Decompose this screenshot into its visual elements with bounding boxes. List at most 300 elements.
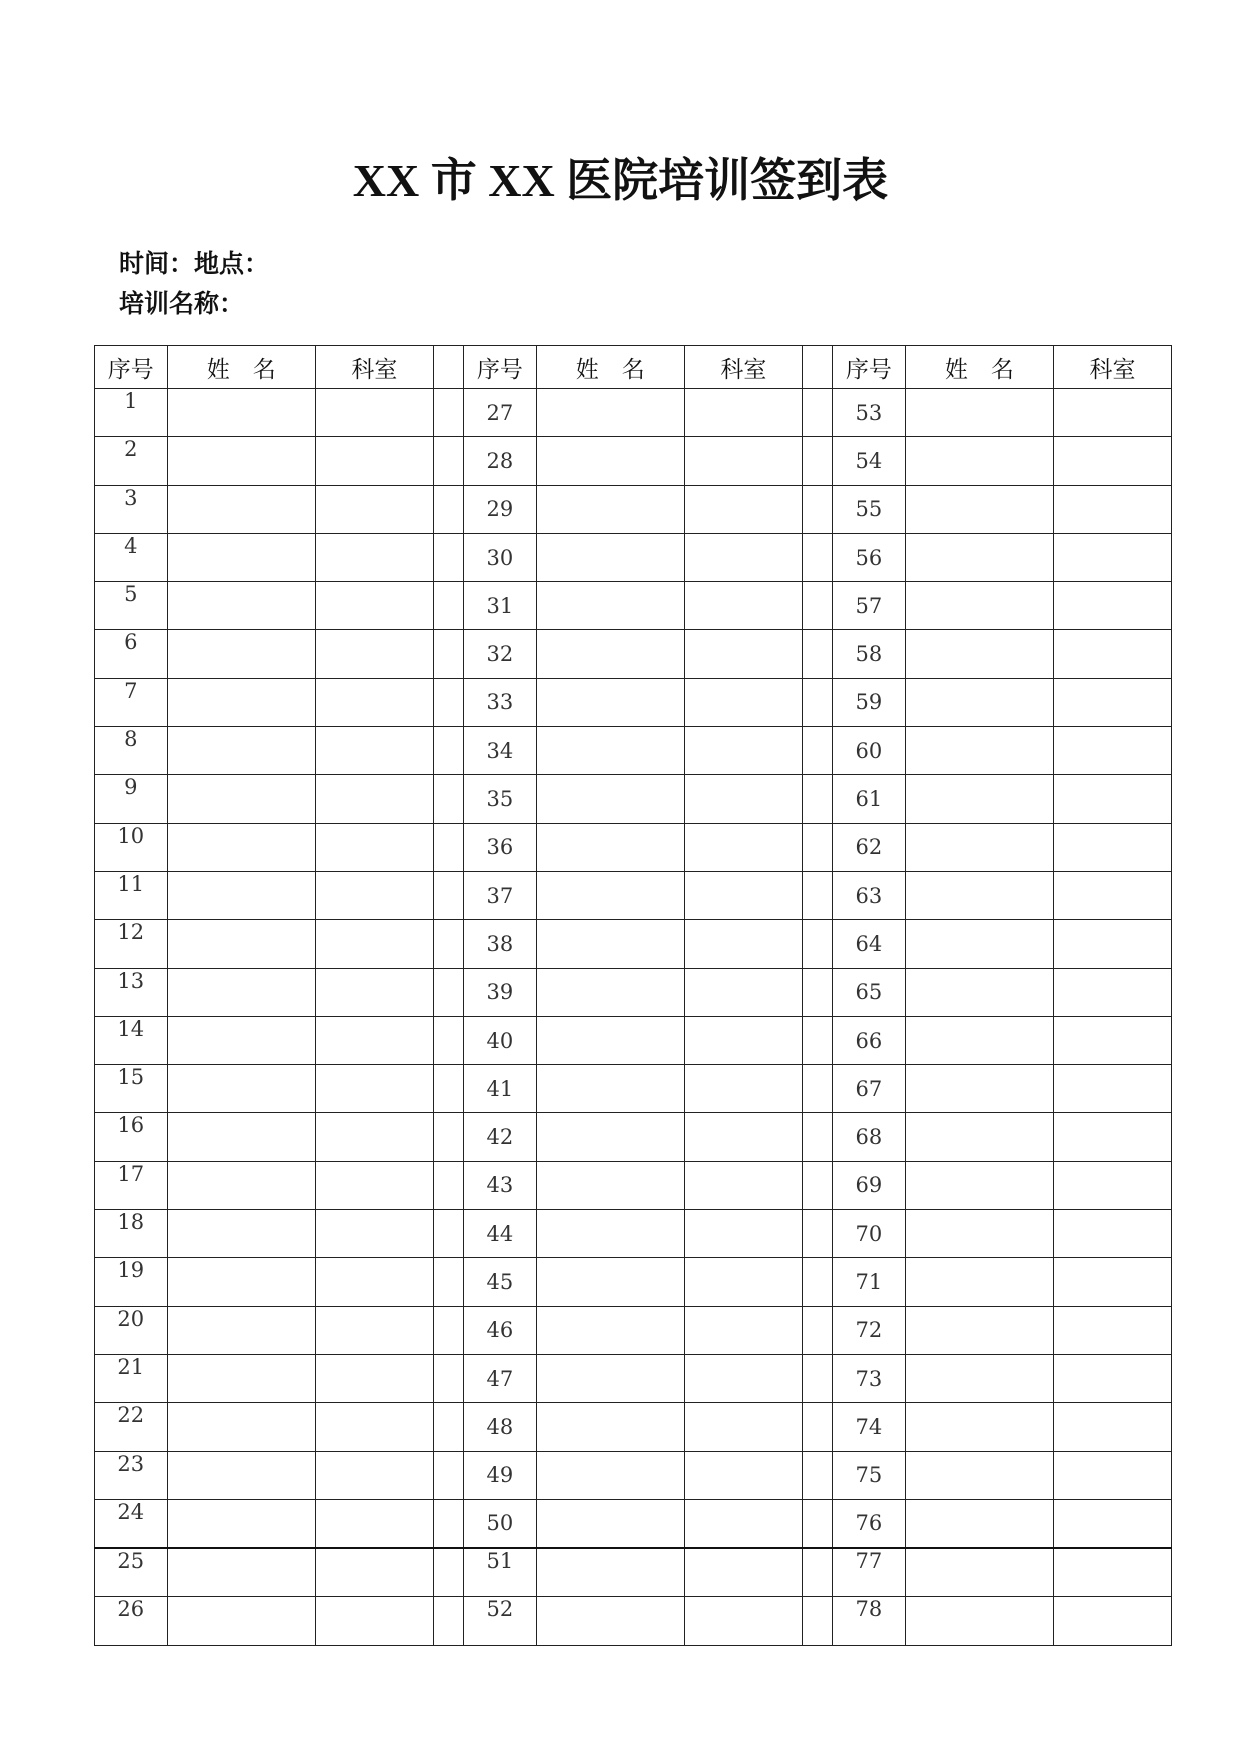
seq-cell: 7 [95,678,168,726]
seq-cell: 23 [95,1451,168,1499]
dept-cell[interactable] [315,920,433,968]
seq-cell: 61 [833,775,906,823]
dept-cell[interactable] [315,1065,433,1113]
column-gap [802,1258,832,1306]
table-row [95,1403,1172,1451]
dept-cell[interactable] [684,582,802,630]
seq-cell: 74 [833,1403,906,1451]
dept-cell[interactable] [315,1258,433,1306]
table-row [95,678,1172,726]
table-row [95,1354,1172,1402]
seq-cell: 32 [464,630,537,678]
seq-cell: 27 [464,389,537,437]
name-cell[interactable] [167,1306,315,1354]
column-gap [433,630,463,678]
dept-cell[interactable] [315,678,433,726]
name-cell[interactable] [536,1210,684,1258]
column-gap [433,533,463,581]
column-gap [433,1113,463,1161]
dept-cell[interactable] [684,1113,802,1161]
name-cell[interactable] [536,1258,684,1306]
seq-cell: 20 [95,1306,168,1354]
seq-cell: 26 [95,1597,168,1645]
name-cell[interactable] [905,1499,1053,1548]
dept-cell[interactable] [684,1016,802,1064]
column-gap [433,1258,463,1306]
name-cell[interactable] [167,1016,315,1064]
seq-cell: 67 [833,1065,906,1113]
column-gap [802,533,832,581]
name-cell[interactable] [905,1403,1053,1451]
seq-cell: 3 [95,485,168,533]
dept-cell[interactable] [1053,823,1171,871]
name-cell[interactable] [536,678,684,726]
dept-cell[interactable] [1053,727,1171,775]
seq-cell: 54 [833,437,906,485]
table-row [95,1306,1172,1354]
table-row [95,968,1172,1016]
table-row [95,1451,1172,1499]
dept-cell[interactable] [1053,485,1171,533]
column-gap [802,1016,832,1064]
name-cell[interactable] [167,582,315,630]
dept-cell[interactable] [315,1451,433,1499]
seq-cell: 56 [833,533,906,581]
dept-cell[interactable] [1053,1258,1171,1306]
seq-cell: 4 [95,533,168,581]
seq-cell: 60 [833,727,906,775]
name-cell[interactable] [536,1499,684,1548]
name-cell[interactable] [167,775,315,823]
table-row [95,1210,1172,1258]
seq-cell: 34 [464,727,537,775]
dept-cell[interactable] [1053,1113,1171,1161]
dept-cell[interactable] [315,823,433,871]
name-cell[interactable] [536,775,684,823]
seq-cell: 41 [464,1065,537,1113]
seq-cell: 39 [464,968,537,1016]
column-gap [433,1499,463,1548]
name-cell[interactable] [905,968,1053,1016]
column-gap [802,775,832,823]
name-cell[interactable] [167,485,315,533]
name-cell[interactable] [167,678,315,726]
column-gap [802,389,832,437]
seq-cell: 14 [95,1016,168,1064]
name-cell[interactable] [167,1210,315,1258]
name-cell[interactable] [167,968,315,1016]
name-cell[interactable] [536,871,684,919]
dept-cell[interactable] [315,485,433,533]
dept-cell[interactable] [684,1306,802,1354]
seq-cell: 33 [464,678,537,726]
name-cell[interactable] [167,1065,315,1113]
name-cell[interactable] [167,1403,315,1451]
seq-cell: 16 [95,1113,168,1161]
name-cell[interactable] [536,1306,684,1354]
name-cell[interactable] [905,533,1053,581]
name-cell[interactable] [167,871,315,919]
column-gap [433,871,463,919]
seq-cell: 8 [95,727,168,775]
seq-cell: 36 [464,823,537,871]
name-cell[interactable] [167,823,315,871]
dept-cell[interactable] [684,1065,802,1113]
dept-cell[interactable] [684,920,802,968]
dept-cell[interactable] [1053,1354,1171,1402]
column-gap [433,1597,463,1645]
column-gap [433,1548,463,1597]
name-cell[interactable] [536,823,684,871]
table-row [95,1161,1172,1209]
seq-cell: 73 [833,1354,906,1402]
table-row [95,533,1172,581]
name-cell[interactable] [536,485,684,533]
dept-cell[interactable] [315,437,433,485]
name-cell[interactable] [536,1065,684,1113]
dept-cell[interactable] [1053,630,1171,678]
name-cell[interactable] [905,1161,1053,1209]
name-cell[interactable] [905,775,1053,823]
header-dept: 科室 [684,346,802,389]
name-cell[interactable] [167,1499,315,1548]
seq-cell: 15 [95,1065,168,1113]
name-cell[interactable] [536,1548,684,1597]
name-cell[interactable] [905,485,1053,533]
seq-cell: 75 [833,1451,906,1499]
seq-cell: 57 [833,582,906,630]
header-seq: 序号 [833,346,906,389]
seq-cell: 69 [833,1161,906,1209]
column-gap [433,485,463,533]
name-cell[interactable] [905,871,1053,919]
seq-cell: 24 [95,1499,168,1548]
column-gap [433,389,463,437]
seq-cell: 11 [95,871,168,919]
seq-cell: 45 [464,1258,537,1306]
dept-cell[interactable] [684,775,802,823]
name-cell[interactable] [905,678,1053,726]
column-gap [433,727,463,775]
seq-cell: 48 [464,1403,537,1451]
dept-cell[interactable] [1053,968,1171,1016]
column-gap [802,823,832,871]
name-cell[interactable] [536,437,684,485]
dept-cell[interactable] [315,1161,433,1209]
dept-cell[interactable] [684,1451,802,1499]
name-cell[interactable] [905,1451,1053,1499]
header-name: 姓 名 [167,346,315,389]
seq-cell: 10 [95,823,168,871]
name-cell[interactable] [536,727,684,775]
seq-cell: 76 [833,1499,906,1548]
seq-cell: 51 [464,1548,537,1597]
name-cell[interactable] [536,630,684,678]
seq-cell: 9 [95,775,168,823]
name-cell[interactable] [167,437,315,485]
seq-cell: 6 [95,630,168,678]
table-row [95,389,1172,437]
dept-cell[interactable] [315,582,433,630]
seq-cell: 30 [464,533,537,581]
dept-cell[interactable] [1053,678,1171,726]
column-gap [802,1113,832,1161]
name-cell[interactable] [905,1065,1053,1113]
name-cell[interactable] [905,437,1053,485]
seq-cell: 65 [833,968,906,1016]
table-row [95,1548,1172,1597]
dept-cell[interactable] [684,968,802,1016]
name-cell[interactable] [905,1548,1053,1597]
seq-cell: 28 [464,437,537,485]
dept-cell[interactable] [684,437,802,485]
dept-cell[interactable] [315,533,433,581]
column-gap [802,1354,832,1402]
name-cell[interactable] [167,1451,315,1499]
name-cell[interactable] [905,1210,1053,1258]
seq-cell: 38 [464,920,537,968]
dept-cell[interactable] [684,1499,802,1548]
name-cell[interactable] [167,1161,315,1209]
header-dept: 科室 [1053,346,1171,389]
name-cell[interactable] [536,1113,684,1161]
seq-cell: 2 [95,437,168,485]
seq-cell: 21 [95,1354,168,1402]
column-gap [433,968,463,1016]
name-cell[interactable] [167,1548,315,1597]
dept-cell[interactable] [315,1210,433,1258]
name-cell[interactable] [905,1354,1053,1402]
dept-cell[interactable] [1053,1451,1171,1499]
column-gap [433,1065,463,1113]
dept-cell[interactable] [1053,1210,1171,1258]
table-row [95,1597,1172,1645]
name-cell[interactable] [167,1113,315,1161]
column-gap [433,823,463,871]
seq-cell: 52 [464,1597,537,1645]
seq-cell: 19 [95,1258,168,1306]
column-gap [802,920,832,968]
table-row [95,1065,1172,1113]
name-cell[interactable] [905,1306,1053,1354]
name-cell[interactable] [905,727,1053,775]
column-gap [802,727,832,775]
seq-cell: 43 [464,1161,537,1209]
name-cell[interactable] [536,968,684,1016]
name-cell[interactable] [905,389,1053,437]
table-row [95,437,1172,485]
header-name: 姓 名 [905,346,1053,389]
dept-cell[interactable] [315,1403,433,1451]
dept-cell[interactable] [684,1258,802,1306]
dept-cell[interactable] [1053,389,1171,437]
name-cell[interactable] [536,920,684,968]
seq-cell: 68 [833,1113,906,1161]
seq-cell: 77 [833,1548,906,1597]
seq-cell: 72 [833,1306,906,1354]
seq-cell: 59 [833,678,906,726]
column-gap [802,678,832,726]
name-cell[interactable] [536,1161,684,1209]
table-row [95,1258,1172,1306]
dept-cell[interactable] [684,1161,802,1209]
dept-cell[interactable] [684,1597,802,1645]
dept-cell[interactable] [684,823,802,871]
dept-cell[interactable] [1053,582,1171,630]
column-gap [433,437,463,485]
name-cell[interactable] [536,1403,684,1451]
dept-cell[interactable] [1053,1016,1171,1064]
dept-cell[interactable] [684,389,802,437]
dept-cell[interactable] [315,1499,433,1548]
dept-cell[interactable] [684,533,802,581]
table-row [95,1016,1172,1064]
header-seq: 序号 [95,346,168,389]
seq-cell: 62 [833,823,906,871]
seq-cell: 25 [95,1548,168,1597]
dept-cell[interactable] [684,871,802,919]
dept-cell[interactable] [315,1016,433,1064]
seq-cell: 58 [833,630,906,678]
seq-cell: 17 [95,1161,168,1209]
name-cell[interactable] [536,1016,684,1064]
table-row [95,1499,1172,1548]
table-row [95,1113,1172,1161]
column-gap [802,1548,832,1597]
seq-cell: 40 [464,1016,537,1064]
column-gap [433,1210,463,1258]
name-cell[interactable] [536,389,684,437]
column-gap [802,1451,832,1499]
name-cell[interactable] [905,1113,1053,1161]
dept-cell[interactable] [315,727,433,775]
column-gap [802,485,832,533]
dept-cell[interactable] [684,1354,802,1402]
dept-cell[interactable] [684,1210,802,1258]
seq-cell: 47 [464,1354,537,1402]
seq-cell: 78 [833,1597,906,1645]
seq-cell: 13 [95,968,168,1016]
dept-cell[interactable] [1053,437,1171,485]
dept-cell[interactable] [1053,1306,1171,1354]
column-gap [802,1403,832,1451]
dept-cell[interactable] [684,727,802,775]
column-gap [433,920,463,968]
seq-cell: 1 [95,389,168,437]
dept-cell[interactable] [315,389,433,437]
dept-cell[interactable] [1053,533,1171,581]
column-gap [802,437,832,485]
name-cell[interactable] [167,920,315,968]
dept-cell[interactable] [315,1306,433,1354]
seq-cell: 71 [833,1258,906,1306]
name-cell[interactable] [167,533,315,581]
name-cell[interactable] [167,1354,315,1402]
header-dept: 科室 [315,346,433,389]
column-gap [802,346,832,389]
table-row [95,823,1172,871]
dept-cell[interactable] [315,1548,433,1597]
seq-cell: 44 [464,1210,537,1258]
column-gap [802,1306,832,1354]
seq-cell: 46 [464,1306,537,1354]
column-gap [433,1354,463,1402]
dept-cell[interactable] [684,630,802,678]
table-row [95,871,1172,919]
table-row [95,485,1172,533]
dept-cell[interactable] [1053,1065,1171,1113]
name-cell[interactable] [536,533,684,581]
name-cell[interactable] [536,582,684,630]
sign-in-table [94,345,1172,1646]
dept-cell[interactable] [315,1354,433,1402]
name-cell[interactable] [536,1354,684,1402]
dept-cell[interactable] [315,1113,433,1161]
table-header-row [95,346,1172,389]
seq-cell: 70 [833,1210,906,1258]
column-gap [433,346,463,389]
header-seq: 序号 [464,346,537,389]
table-row [95,775,1172,823]
name-cell[interactable] [167,1258,315,1306]
seq-cell: 35 [464,775,537,823]
dept-cell[interactable] [1053,871,1171,919]
name-cell[interactable] [905,823,1053,871]
dept-cell[interactable] [1053,1499,1171,1548]
column-gap [802,1499,832,1548]
dept-cell[interactable] [1053,1403,1171,1451]
name-cell[interactable] [905,1258,1053,1306]
dept-cell[interactable] [315,871,433,919]
dept-cell[interactable] [1053,1597,1171,1645]
column-gap [433,1016,463,1064]
dept-cell[interactable] [1053,920,1171,968]
name-cell[interactable] [167,1597,315,1645]
column-gap [802,1065,832,1113]
dept-cell[interactable] [315,630,433,678]
dept-cell[interactable] [684,1403,802,1451]
dept-cell[interactable] [315,1597,433,1645]
column-gap [802,1597,832,1645]
seq-cell: 12 [95,920,168,968]
name-cell[interactable] [905,630,1053,678]
table-row [95,582,1172,630]
name-cell[interactable] [905,1016,1053,1064]
seq-cell: 22 [95,1403,168,1451]
column-gap [433,1403,463,1451]
seq-cell: 49 [464,1451,537,1499]
dept-cell[interactable] [684,485,802,533]
name-cell[interactable] [536,1451,684,1499]
name-cell[interactable] [905,1597,1053,1645]
name-cell[interactable] [167,389,315,437]
name-cell[interactable] [905,920,1053,968]
dept-cell[interactable] [684,1548,802,1597]
dept-cell[interactable] [1053,775,1171,823]
name-cell[interactable] [905,582,1053,630]
dept-cell[interactable] [684,678,802,726]
seq-cell: 64 [833,920,906,968]
name-cell[interactable] [167,727,315,775]
dept-cell[interactable] [1053,1161,1171,1209]
dept-cell[interactable] [1053,1548,1171,1597]
name-cell[interactable] [167,630,315,678]
column-gap [433,1451,463,1499]
name-cell[interactable] [536,1597,684,1645]
seq-cell: 42 [464,1113,537,1161]
dept-cell[interactable] [315,968,433,1016]
dept-cell[interactable] [315,775,433,823]
